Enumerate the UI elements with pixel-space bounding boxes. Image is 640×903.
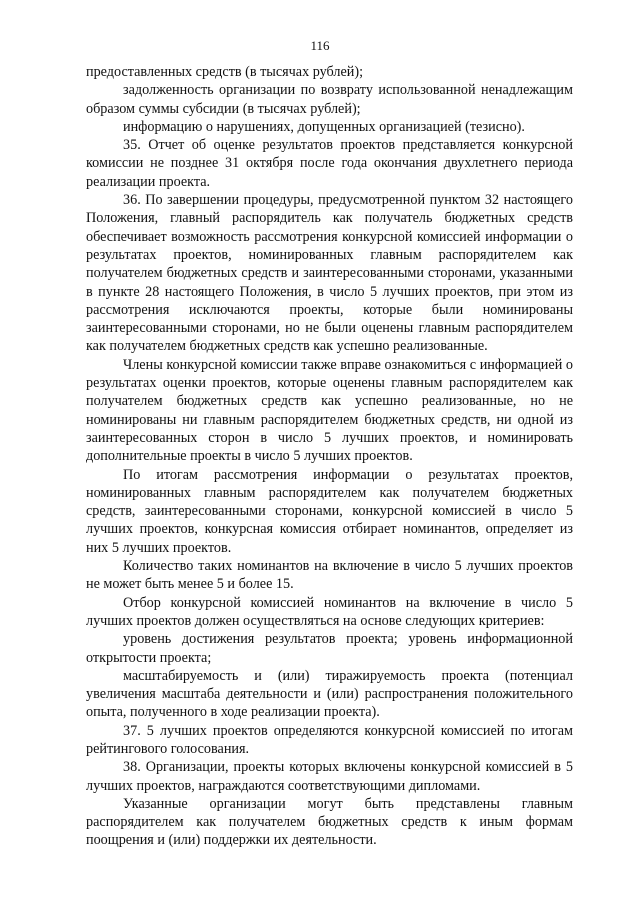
paragraph: масштабируемость и (или) тиражируемость проекта (потенциал увеличения масштаба деятельности и (или) распространения положительного опыта, полученного в ходе реализации проекта). bbox=[86, 667, 573, 721]
paragraph: Указанные организации могут быть представлены главным распорядителем как получателем бюджетных средств к иным формам поощрения и (или) поддержки их деятельности. bbox=[86, 795, 573, 849]
paragraph: Количество таких номинантов на включение в число 5 лучших проектов не может быть менее 5 и более 15. bbox=[86, 558, 573, 593]
paragraph: 35. Отчет об оценке результатов проектов представляется конкурсной комиссии не позднее 31 октября после года окончания двухлетнего периода реализации проекта. bbox=[86, 137, 573, 190]
paragraph: Члены конкурсной комиссии также вправе ознакомиться с информацией о результатах оценки проектов, которые оценены главным распорядителем как получателем бюджетных средств как успешно реализованные, но не номинированы ни главным распорядителем бюджетных средств, ни одной из заинтересованных сторон в число 5 лучших проектов, и номинировать дополнительные проекты в число 5 лучших проектов. bbox=[86, 356, 573, 465]
paragraph: уровень достижения результатов проекта; уровень информационной открытости проекта; bbox=[86, 631, 573, 666]
paragraph: Отбор конкурсной комиссией номинантов на включение в число 5 лучших проектов должен осуществляться на основе следующих критериев: bbox=[86, 594, 573, 629]
paragraph: 36. По завершении процедуры, предусмотренной пунктом 32 настоящего Положения, главный распорядитель как получатель бюджетных средств обеспечивает возможность рассмотрения конкурсной комиссией информации о результатах проектов, номинированных главным распорядителем как получателем бюджетных средств и заинтересованными сторонами, указанными в пункте 28 настоящего Положения, в число 5 лучших проектов, при этом из рассмотрения исключаются проекты, которые были номинированы заинтересованными сторонами, но не были оценены главным распорядителем как получателем бюджетных средств как успешно реализованные. bbox=[86, 192, 573, 355]
paragraph: По итогам рассмотрения информации о результатах проектов, номинированных главным распорядителем как получателем бюджетных средств, заинтересованными сторонами, конкурсной комиссией в число 5 лучших проектов, конкурсная комиссия отбирает номинантов, определяет из них 5 лучших проектов. bbox=[86, 466, 573, 556]
paragraph: 38. Организации, проекты которых включены конкурсной комиссией в 5 лучших проектов, награждаются соответствующими дипломами. bbox=[86, 759, 573, 794]
document-body bbox=[86, 63, 573, 850]
paragraph: задолженность организации по возврату использованной ненадлежащим образом суммы субсидии (в тысячах рублей); bbox=[86, 82, 573, 117]
page-number: 116 bbox=[310, 38, 330, 53]
paragraph: предоставленных средств (в тысячах рублей); bbox=[86, 64, 364, 80]
paragraph: 37. 5 лучших проектов определяются конкурсной комиссией по итогам рейтингового голосования. bbox=[86, 722, 573, 757]
paragraph: информацию о нарушениях, допущенных организацией (тезисно). bbox=[123, 118, 525, 135]
